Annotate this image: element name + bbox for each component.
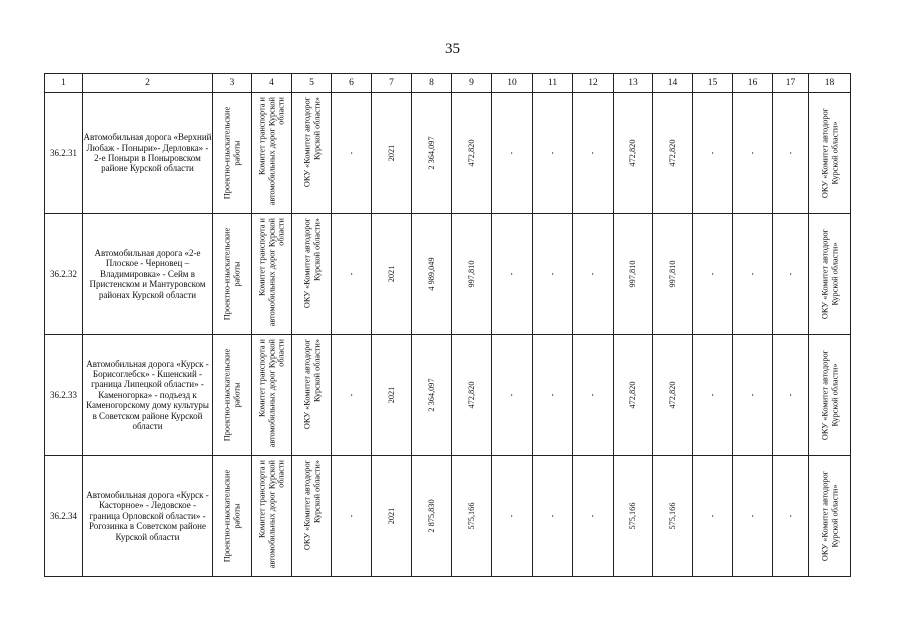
year: 2021 [386,507,396,525]
object-name: Автомобильная дорога «Курск - Борисоглебск» - Кшенский - граница Липецкой области» - Каменогорка» - подъезд к Каменогорскому дому культуры в Советском районе Курской области [83,335,213,456]
value: 997,810 [466,260,476,288]
value: - [747,272,757,276]
value-cell [693,456,733,577]
value-cell [653,93,693,214]
value-cell [773,214,809,335]
executor-cell [292,214,332,335]
value: 472,820 [667,139,677,167]
value-cell [452,93,492,214]
value: 2 364,097 [426,378,436,412]
work-type: Проектно-изыскательские работы [222,469,241,563]
value: 2 364,097 [426,136,436,170]
work-type: Проектно-изыскательские работы [222,348,241,442]
value-cell [492,93,533,214]
work-type-cell [213,335,252,456]
header-cell: 3 [213,74,252,93]
value-cell [533,93,573,214]
customer-cell [252,456,292,577]
value-cell [733,93,773,214]
value-cell [452,335,492,456]
customer-cell [252,93,292,214]
value: - [547,151,557,155]
value: - [785,151,795,155]
value-cell [412,93,452,214]
executor: ОКУ «Комитет автодорог Курской области» [301,97,321,188]
header-cell: 6 [332,74,372,93]
table-row [45,335,851,456]
responsible: ОКУ «Комитет автодорог Курской области» [819,107,839,199]
value: - [588,151,598,155]
value-cell [412,335,452,456]
value-cell [332,456,372,577]
value-cell [693,214,733,335]
executor-cell [292,93,332,214]
value-cell [452,456,492,577]
year-cell [372,93,412,214]
value-cell [693,93,733,214]
value-cell [573,214,614,335]
header-cell: 12 [573,74,614,93]
header-cell: 5 [292,74,332,93]
value-cell [492,335,533,456]
object-name: Автомобильная дорога «2-е Плоское - Черновец – Владимировка» - Сейм в Пристенском и Мантуровском районах Курской области [83,214,213,335]
year-cell [372,456,412,577]
responsible-cell [809,214,851,335]
responsible: ОКУ «Комитет автодорог Курской области» [819,470,839,562]
value: - [346,151,356,155]
value: 997,810 [667,260,677,288]
executor: ОКУ «Комитет автодорог Курской области» [301,339,321,430]
value: - [785,272,795,276]
value: - [747,514,757,518]
header-row [45,74,851,93]
value: 575,166 [466,502,476,530]
year-cell [372,335,412,456]
projects-table [44,73,851,577]
customer: Комитет транспорта и автомобильных дорог Курской области [257,339,286,448]
value-cell [332,335,372,456]
header-cell: 18 [809,74,851,93]
value-cell [653,456,693,577]
value-cell [733,214,773,335]
work-type-cell [213,456,252,577]
value: - [785,393,795,397]
value-cell [412,456,452,577]
header-cell: 9 [452,74,492,93]
value: 997,810 [628,260,638,288]
value: - [547,514,557,518]
header-cell: 11 [533,74,573,93]
value: - [507,151,517,155]
table-row [45,214,851,335]
header-cell: 2 [83,74,213,93]
value-cell [533,335,573,456]
value: 472,820 [466,139,476,167]
value-cell [573,93,614,214]
value-cell [614,456,653,577]
value: - [588,272,598,276]
value: 472,820 [628,381,638,409]
value: 4 989,049 [426,257,436,291]
value-cell [452,214,492,335]
work-type-cell [213,93,252,214]
table-row [45,456,851,577]
value: - [588,514,598,518]
header-cell: 14 [653,74,693,93]
value: - [707,151,717,155]
value-cell [573,335,614,456]
customer: Комитет транспорта и автомобильных дорог Курской области [257,460,286,569]
value-cell [332,93,372,214]
value-cell [614,93,653,214]
value: - [747,393,757,397]
header-cell: 15 [693,74,733,93]
table-row [45,93,851,214]
value-cell [773,93,809,214]
customer-cell [252,214,292,335]
value-cell [693,335,733,456]
value: 472,820 [667,381,677,409]
value-cell [614,214,653,335]
value-cell [332,214,372,335]
row-number: 36.2.31 [45,93,83,214]
value: 472,820 [466,381,476,409]
value-cell [733,335,773,456]
responsible: ОКУ «Комитет автодорог Курской области» [819,228,839,320]
value: - [346,272,356,276]
value: - [707,514,717,518]
value: - [547,393,557,397]
page-number: 35 [445,41,460,57]
row-number: 36.2.33 [45,335,83,456]
year: 2021 [386,386,396,404]
value: - [588,393,598,397]
header-cell: 1 [45,74,83,93]
value: 472,820 [628,139,638,167]
year: 2021 [386,144,396,162]
value: - [547,272,557,276]
value-cell [614,335,653,456]
header-cell: 13 [614,74,653,93]
object-name: Автомобильная дорога «Верхний Любаж - Поныри»- Дерловка» - 2-е Поныри в Поныровском районе Курской области [83,93,213,214]
customer-cell [252,335,292,456]
value-cell [773,456,809,577]
value-cell [653,214,693,335]
work-type-cell [213,214,252,335]
value-cell [492,214,533,335]
executor-cell [292,335,332,456]
header-cell: 7 [372,74,412,93]
responsible: ОКУ «Комитет автодорог Курской области» [819,349,839,441]
year: 2021 [386,265,396,283]
customer: Комитет транспорта и автомобильных дорог Курской области [257,97,286,206]
value-cell [533,456,573,577]
value: 575,166 [667,502,677,530]
object-name: Автомобильная дорога «Курск - Касторное» - Ледовское - граница Орловской области» - Рогозинка в Советском районе Курской области [83,456,213,577]
value: - [507,514,517,518]
value-cell [773,335,809,456]
row-number: 36.2.32 [45,214,83,335]
value: - [346,514,356,518]
header-cell: 17 [773,74,809,93]
value: - [507,272,517,276]
work-type: Проектно-изыскательские работы [222,106,241,200]
header-cell: 16 [733,74,773,93]
work-type: Проектно-изыскательские работы [222,227,241,321]
value: - [707,393,717,397]
value: - [747,151,757,155]
value-cell [653,335,693,456]
row-number: 36.2.34 [45,456,83,577]
executor: ОКУ «Комитет автодорог Курской области» [301,218,321,309]
value-cell [533,214,573,335]
value-cell [733,456,773,577]
header-cell: 8 [412,74,452,93]
value-cell [573,456,614,577]
executor: ОКУ «Комитет автодорог Курской области» [301,460,321,551]
value: - [507,393,517,397]
value-cell [492,456,533,577]
year-cell [372,214,412,335]
value: - [346,393,356,397]
value-cell [412,214,452,335]
executor-cell [292,456,332,577]
responsible-cell [809,456,851,577]
header-cell: 10 [492,74,533,93]
responsible-cell [809,335,851,456]
value: 2 875,830 [426,499,436,533]
customer: Комитет транспорта и автомобильных дорог Курской области [257,218,286,327]
header-cell: 4 [252,74,292,93]
value: - [785,514,795,518]
value: 575,166 [628,502,638,530]
value: - [707,272,717,276]
responsible-cell [809,93,851,214]
